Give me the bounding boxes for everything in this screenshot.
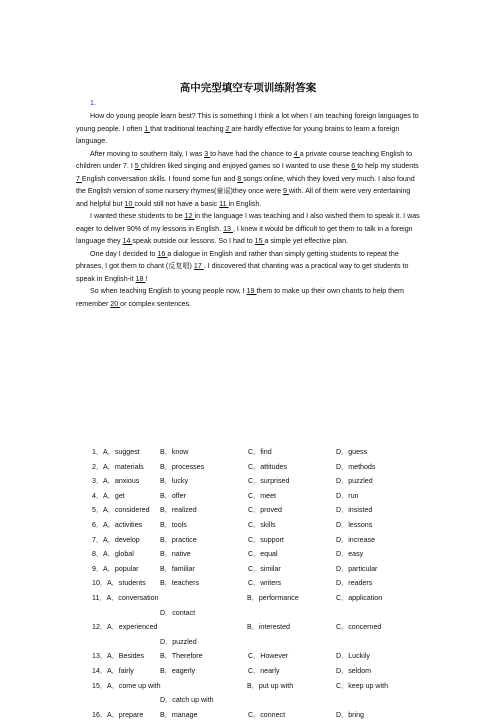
option-a: [92, 462, 144, 472]
option-d: D．puzzled: [336, 477, 373, 486]
option-b: B．familiar: [160, 564, 195, 573]
option-c: C．keep up with: [336, 681, 389, 690]
option-b: B．performance: [247, 593, 299, 602]
option-row: [92, 681, 432, 696]
option-c: C．writers: [248, 579, 282, 588]
passage-text: I wanted these students to be: [90, 212, 185, 220]
option-row: [92, 651, 432, 666]
option-b: B．native: [160, 550, 191, 559]
question-index: 3．: [92, 477, 104, 486]
option-a: [92, 666, 134, 676]
question-index: 1．: [92, 448, 104, 456]
option-row: [92, 505, 432, 520]
option-c: C．skills: [248, 520, 276, 529]
option-a-text: A．get: [103, 491, 125, 500]
option-d: D．guess: [336, 448, 368, 456]
passage-text: children liked singing and enjoyed games so I wanted to use these: [140, 162, 352, 170]
option-a: [92, 520, 142, 530]
question-index: 4．: [92, 491, 104, 500]
option-c: C．similar: [248, 564, 281, 573]
option-row-continued: [92, 637, 432, 652]
blank: 20: [110, 299, 121, 308]
question-index: 5．: [92, 506, 104, 515]
blank: 19: [246, 287, 257, 295]
option-d: D．contact: [160, 608, 196, 617]
option-d: D．methods: [336, 462, 376, 471]
option-a-text: A．materials: [103, 462, 144, 471]
option-a: [92, 535, 140, 545]
option-b: B．put up with: [247, 681, 294, 690]
passage-paragraph: [76, 248, 421, 286]
passage-paragraph: [76, 210, 421, 248]
option-c: C．find: [248, 448, 272, 456]
option-a-text: A．popular: [103, 564, 139, 573]
option-d: D．increase: [336, 535, 376, 544]
blank: 5: [134, 162, 141, 170]
option-row: [92, 666, 432, 681]
page-title: 高中完型填空专项训练附答案: [179, 82, 317, 94]
blank: 15: [254, 237, 265, 245]
option-b: B．eagerly: [160, 666, 196, 675]
question-index: 6．: [92, 520, 104, 529]
passage-text: speak outside our lessons. So I had to: [132, 237, 255, 245]
option-row: [92, 535, 432, 550]
option-a-text: A．students: [106, 579, 146, 588]
question-index: 10．: [92, 579, 107, 588]
blank: 10: [124, 199, 135, 208]
option-b: B．processes: [160, 462, 205, 471]
passage-text: that traditional teaching: [150, 124, 226, 133]
passage-text: or complex sentences.: [120, 299, 192, 308]
passage-paragraph: [76, 285, 421, 310]
passage-text: them to make up their own chants to help them remember: [76, 287, 404, 308]
option-a: [92, 622, 157, 632]
option-c: C．nearly: [248, 666, 280, 675]
option-a-text: A．suggest: [103, 448, 140, 456]
option-row: [92, 564, 432, 579]
option-d: D．Luckily: [336, 652, 370, 661]
option-a-text: A．considered: [103, 506, 150, 515]
option-d: D．easy: [336, 550, 364, 559]
option-d: D．particular: [336, 564, 378, 573]
passage-paragraph: [76, 148, 421, 211]
blank: 1: [144, 124, 151, 133]
option-c: C．connect: [248, 710, 286, 719]
option-b: B．realized: [160, 506, 197, 515]
question-index: 16．: [92, 710, 107, 719]
option-d: D．puzzled: [160, 637, 197, 646]
option-a: [92, 564, 139, 574]
option-d: D．seldom: [336, 666, 372, 675]
blank: 18: [135, 274, 146, 283]
option-a-text: A．come up with: [106, 681, 161, 690]
blank: 8: [237, 174, 244, 183]
blank: 7: [76, 174, 82, 183]
question-index: 12．: [92, 623, 107, 632]
option-c: C．proved: [248, 506, 282, 515]
blank: 9: [282, 187, 289, 195]
blank: 14: [122, 237, 133, 245]
passage-text: are hardly effective for young brains to learn a foreign language.: [76, 124, 400, 145]
option-row: [92, 549, 432, 564]
option-b: B．Therefore: [160, 652, 203, 661]
option-row: [92, 491, 432, 506]
blank: 2: [225, 124, 232, 133]
option-a: [92, 593, 159, 603]
option-b: B．teachers: [160, 579, 200, 588]
passage-text: in English.: [228, 199, 262, 208]
passage-text: songs online, which they loved very much. I also found the English version of some nursery rhymes(童谣)they once were: [76, 174, 415, 195]
option-d: D．readers: [336, 579, 373, 588]
option-a-text: A．Besides: [106, 652, 145, 661]
option-row: [92, 476, 432, 491]
question-index: 2．: [92, 462, 104, 471]
option-a-text: A．conversation: [106, 593, 159, 602]
passage-text: !: [145, 274, 148, 283]
option-a-text: A．fairly: [106, 666, 134, 675]
passage-text: , I knew it would be difficult to get them to talk in a foreign language they: [76, 224, 413, 245]
passage-text: . I discovered that chanting was a practical way to get students to speak in English-it: [76, 262, 409, 283]
option-a: [92, 505, 150, 515]
passage-text: a simple yet effective plan.: [264, 237, 349, 245]
passage-text: in the language I was teaching and I also wished them to speak it. I was eager to deliver 90% of my lessons in English.: [76, 212, 420, 233]
passage-text: So when teaching English to young people now, I: [90, 287, 247, 295]
option-b: B．lucky: [160, 477, 188, 486]
passage-text: a private course teaching English to children under 7. I: [76, 149, 413, 170]
passage-text: could still not have a basic: [134, 199, 220, 208]
option-d: D．run: [336, 491, 359, 500]
option-a: [92, 447, 140, 457]
question-index: 9．: [92, 564, 104, 573]
question-index: 15．: [92, 681, 107, 690]
option-c: C．surprised: [248, 477, 290, 486]
option-a: [92, 578, 146, 588]
option-a-text: A．activities: [103, 520, 143, 529]
option-b: B．manage: [160, 710, 198, 719]
passage-text: How do young people learn best? This is something I think a lot when I am teaching foreign languages to young people. I often: [76, 112, 419, 133]
option-row: [92, 462, 432, 477]
option-b: B．practice: [160, 535, 197, 544]
blank: 12: [184, 212, 195, 220]
option-c: C．concerned: [336, 623, 382, 632]
passage-text: a dialogue in English and rather than simply getting students to repeat the phrases, I got them to chant (反复唱): [76, 249, 399, 270]
option-row: [92, 578, 432, 593]
option-a: [92, 491, 125, 501]
option-b: B．tools: [160, 520, 187, 529]
option-c: C．However: [248, 652, 289, 661]
blank: 11: [219, 199, 229, 208]
option-d: D．bring: [336, 710, 364, 719]
option-a-text: A．prepare: [106, 710, 144, 719]
passage-paragraph: [76, 110, 421, 148]
option-a-text: A．experienced: [106, 623, 158, 632]
passage-text: One day I decided to: [90, 249, 158, 258]
option-b: B．offer: [160, 491, 186, 500]
answer-options: [92, 447, 432, 724]
blank: 13: [223, 224, 233, 233]
option-c: C．meet: [248, 491, 276, 500]
option-row-continued: [92, 608, 432, 623]
option-b: B．know: [160, 448, 189, 456]
passage-text: with. All of them were very entertaining and helpful but: [76, 187, 411, 208]
option-row: [92, 622, 432, 637]
passage-text: English conversation skills. I found some fun and: [81, 174, 238, 183]
option-a-text: A．global: [103, 550, 134, 559]
option-a-text: A．develop: [103, 535, 140, 544]
option-b: B．interested: [247, 623, 290, 632]
option-c: C．support: [248, 535, 284, 544]
blank: 17: [193, 262, 204, 270]
passage-text: After moving to southern Italy, I was: [90, 149, 205, 158]
option-d: D．insisted: [336, 506, 373, 515]
passage-text: to help my students: [357, 162, 419, 170]
question-number: 1.: [90, 98, 96, 107]
option-row-continued: [92, 695, 432, 710]
option-row: [92, 520, 432, 535]
question-index: 8．: [92, 550, 104, 559]
question-index: 13．: [92, 652, 107, 661]
option-d: D．catch up with: [160, 696, 214, 705]
option-row: [92, 447, 432, 462]
option-c: C．equal: [248, 550, 278, 559]
passage-text: to have had the chance to: [210, 149, 294, 158]
option-c: C．attitudes: [248, 462, 288, 471]
option-a-text: A．anxious: [103, 477, 140, 486]
cloze-passage: [76, 110, 421, 310]
blank: 4: [293, 149, 300, 158]
blank: 6: [351, 162, 358, 170]
question-index: 14．: [92, 666, 107, 675]
option-a: [92, 681, 161, 691]
option-a: [92, 476, 139, 486]
question-index: 7．: [92, 535, 104, 544]
option-row: [92, 710, 432, 724]
option-row: [92, 593, 432, 608]
blank: 16: [157, 249, 168, 258]
option-c: C．application: [336, 593, 383, 602]
option-a: [92, 651, 144, 661]
option-d: D．lessons: [336, 520, 373, 529]
option-a: [92, 549, 134, 559]
question-index: 11．: [92, 593, 107, 602]
option-a: [92, 710, 143, 720]
blank: 3: [204, 149, 211, 158]
